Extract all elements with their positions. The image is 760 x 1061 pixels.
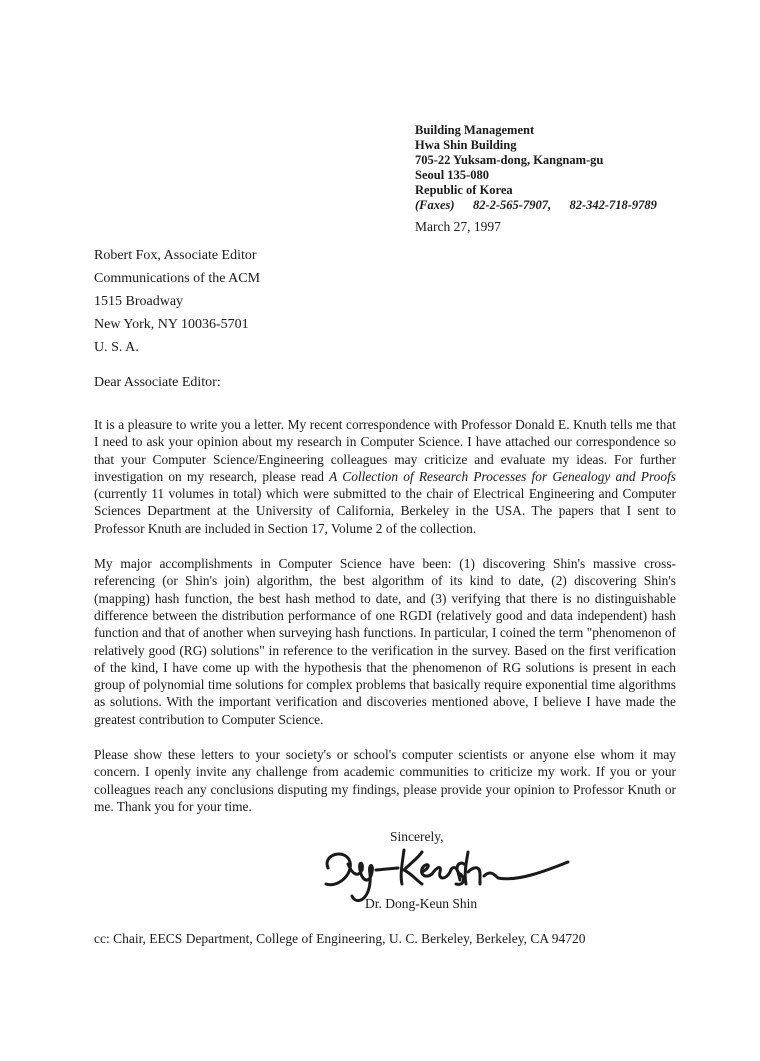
collection-title: A Collection of Research Processes for Genealogy and Proofs: [329, 468, 676, 484]
sender-line: Building Management: [415, 123, 535, 137]
sender-line: Hwa Shin Building: [415, 138, 517, 152]
sender-line: Seoul 135-080: [415, 168, 489, 182]
signer-name: Dr. Dong-Keun Shin: [365, 896, 478, 911]
recipient-line: Robert Fox, Associate Editor: [94, 248, 257, 263]
recipient-line: Communications of the ACM: [94, 271, 261, 286]
recipient-line: U. S. A.: [94, 340, 139, 355]
paragraph-intro-end: (currently 11 volumes in total) which were submitted to the chair of Electrical Engineering and Computer Sciences Department at the University of California, Berkeley in the USA. The papers that I sent to Professor Knuth are included in Section 17, Volume 2 of the collection.: [94, 486, 676, 536]
letter-date: March 27, 1997: [415, 219, 501, 234]
salutation: Dear Associate Editor:: [94, 375, 221, 390]
paragraph-request: Please show these letters to your society's or school's computer scientists or anyone else whom it may concern. I openly invite any challenge from academic communities to criticize my work. If you or your colleagues reach any conclusions disputing my findings, please provide your opinion to Professor Knuth or me. Thank you for your time.: [94, 747, 676, 814]
paragraph-intro: [94, 416, 676, 537]
recipient-line: 1515 Broadway: [94, 294, 184, 309]
sender-address-block: [415, 123, 657, 213]
paragraph-intro-start: It is a pleasure to write you a letter. My recent correspondence with Professor Donald E. Knuth tells me that I need to ask your opinion about my research in Computer Science. I have attached our correspondence so that your Computer Science/Engineering colleagues may criticize and evaluate my ideas. For further investigation on my research, please read: [94, 417, 676, 484]
recipient-address-block: [94, 244, 260, 359]
cc-line: cc: Chair, EECS Department, College of Engineering, U. C. Berkeley, Berkeley, CA 94720: [94, 931, 586, 946]
paragraph-accomplishments: My major accomplishments in Computer Science have been: (1) discovering Shin's massive cross-referencing (or Shin's join) algorithm, the best algorithm of its kind to date, (2) discovering Shin's (mapping) hash function, the best hash method to date, and (3) verifying that there is no distinguishable difference between the distribution performance of one RGDI (relatively good and data independent) hash function and that of another when surveying hash functions. In particular, I coined the term "phenomenon of relatively good (RG) solutions" in reference to the verification in the survey. Based on the first verification of the kind, I have come up with the hypothesis that the phenomenon of RG solutions is present in each group of polynomial time solutions for complex problems that basically require exponential time algorithms as solutions. With the important verification and discoveries mentioned above, I believe I have made the greatest contribution to Computer Science.: [94, 556, 676, 727]
sender-fax-numbers: (Faxes) 82-2-565-7907, 82-342-718-9789: [415, 198, 657, 212]
letter-body: [94, 416, 676, 833]
recipient-line: New York, NY 10036-5701: [94, 317, 249, 332]
sender-line: Republic of Korea: [415, 183, 513, 197]
sender-line: 705-22 Yuksam-dong, Kangnam-gu: [415, 153, 604, 167]
closing: Sincerely,: [390, 829, 444, 844]
